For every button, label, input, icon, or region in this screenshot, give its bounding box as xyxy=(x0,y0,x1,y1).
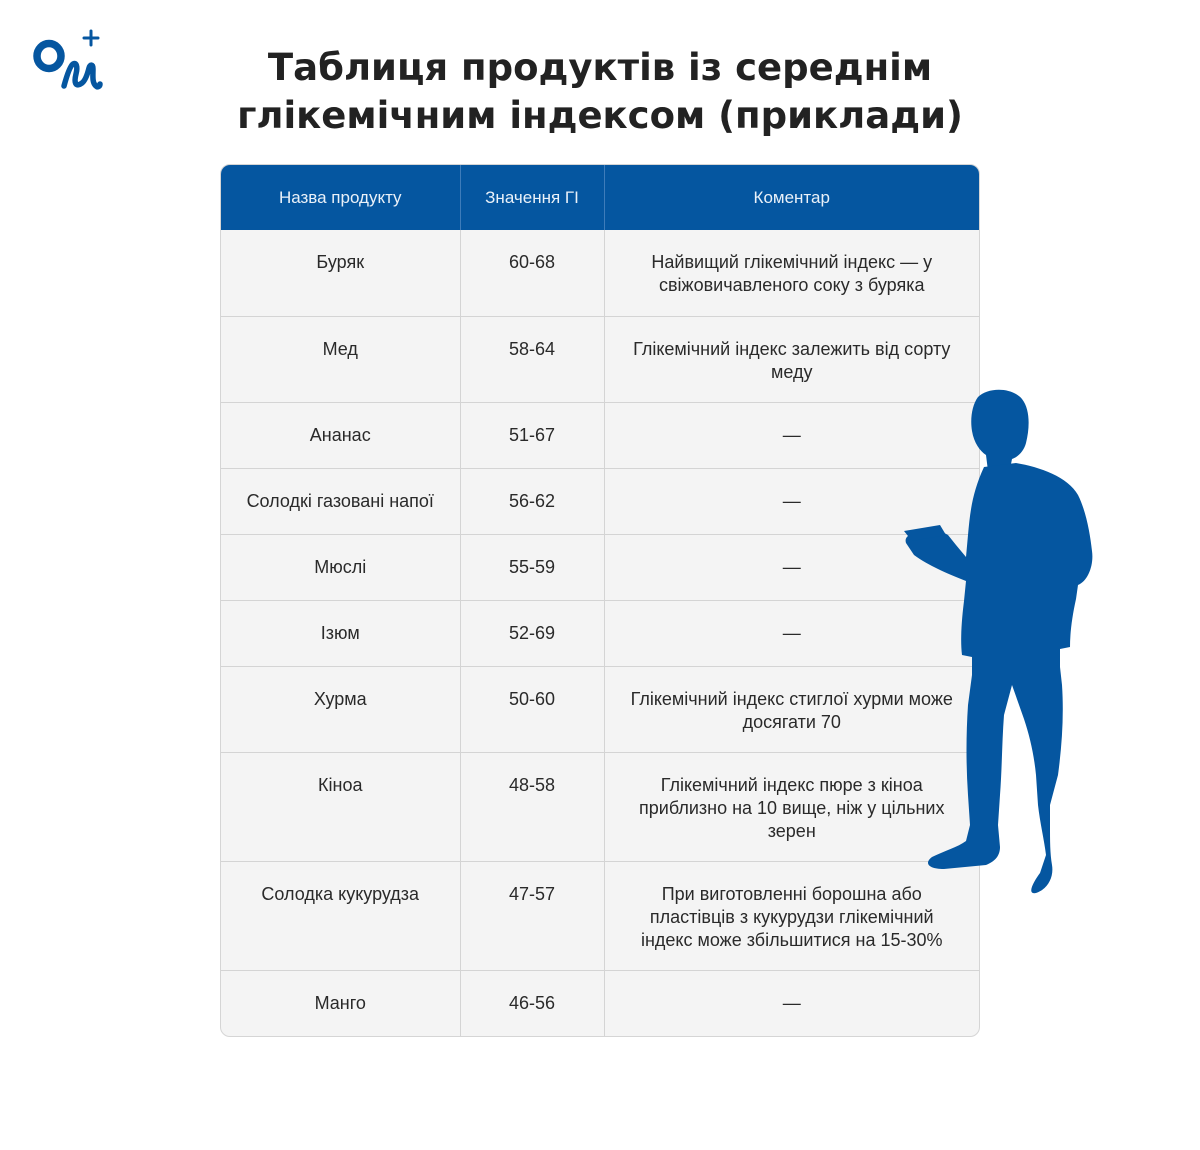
table-row xyxy=(221,752,979,861)
cell-gi-value: 55-59 xyxy=(460,534,604,600)
cell-gi-value: 60-68 xyxy=(460,230,604,316)
table-row xyxy=(221,402,979,468)
cell-product-name: Солодка кукурудза xyxy=(221,861,460,970)
table-row xyxy=(221,970,979,1036)
table-row xyxy=(221,666,979,752)
cell-product-name: Буряк xyxy=(221,230,460,316)
table-row xyxy=(221,230,979,316)
cell-product-name: Ананас xyxy=(221,402,460,468)
cell-comment: Глікемічний індекс пюре з кіноа приблизно на 10 вище, ніж у цільних зерен xyxy=(604,752,979,861)
title-line-2: глікемічним індексом (приклади) xyxy=(237,94,963,137)
cell-comment: При виготовленні борошна або пластівців з кукурудзи глікемічний індекс може збільшитися на 15-30% xyxy=(604,861,979,970)
cell-comment: Глікемічний індекс стиглої хурми може досягати 70 xyxy=(604,666,979,752)
cell-product-name: Манго xyxy=(221,970,460,1036)
table-row xyxy=(221,600,979,666)
header-product-name: Назва продукту xyxy=(221,165,460,230)
cell-comment: — xyxy=(604,970,979,1036)
cell-product-name: Хурма xyxy=(221,666,460,752)
page-title xyxy=(100,44,1100,140)
table-row xyxy=(221,316,979,402)
cell-gi-value: 48-58 xyxy=(460,752,604,861)
cell-comment: — xyxy=(604,402,979,468)
man-with-tablet-silhouette-icon xyxy=(900,385,1100,900)
cell-product-name: Ізюм xyxy=(221,600,460,666)
cell-product-name: Мюслі xyxy=(221,534,460,600)
title-line-1: Таблиця продуктів із середнім xyxy=(267,46,933,89)
cell-gi-value: 51-67 xyxy=(460,402,604,468)
cell-product-name: Солодкі газовані напої xyxy=(221,468,460,534)
cell-product-name: Кіноа xyxy=(221,752,460,861)
cell-comment: Глікемічний індекс залежить від сорту меду xyxy=(604,316,979,402)
cell-gi-value: 46-56 xyxy=(460,970,604,1036)
table-row xyxy=(221,468,979,534)
cell-gi-value: 52-69 xyxy=(460,600,604,666)
cell-comment: — xyxy=(604,534,979,600)
cell-product-name: Мед xyxy=(221,316,460,402)
cell-gi-value: 50-60 xyxy=(460,666,604,752)
brand-logo-icon xyxy=(30,28,110,98)
header-gi-value: Значення ГІ xyxy=(460,165,604,230)
cell-gi-value: 56-62 xyxy=(460,468,604,534)
gi-table xyxy=(221,165,979,1036)
cell-comment: — xyxy=(604,468,979,534)
table-header-row xyxy=(221,165,979,230)
cell-gi-value: 47-57 xyxy=(460,861,604,970)
cell-gi-value: 58-64 xyxy=(460,316,604,402)
table-row xyxy=(221,534,979,600)
header-comment: Коментар xyxy=(604,165,979,230)
cell-comment: Найвищий глікемічний індекс — у свіжовичавленого соку з буряка xyxy=(651,252,933,295)
cell-comment: — xyxy=(604,600,979,666)
gi-table-container xyxy=(220,164,980,1037)
table-row xyxy=(221,861,979,970)
